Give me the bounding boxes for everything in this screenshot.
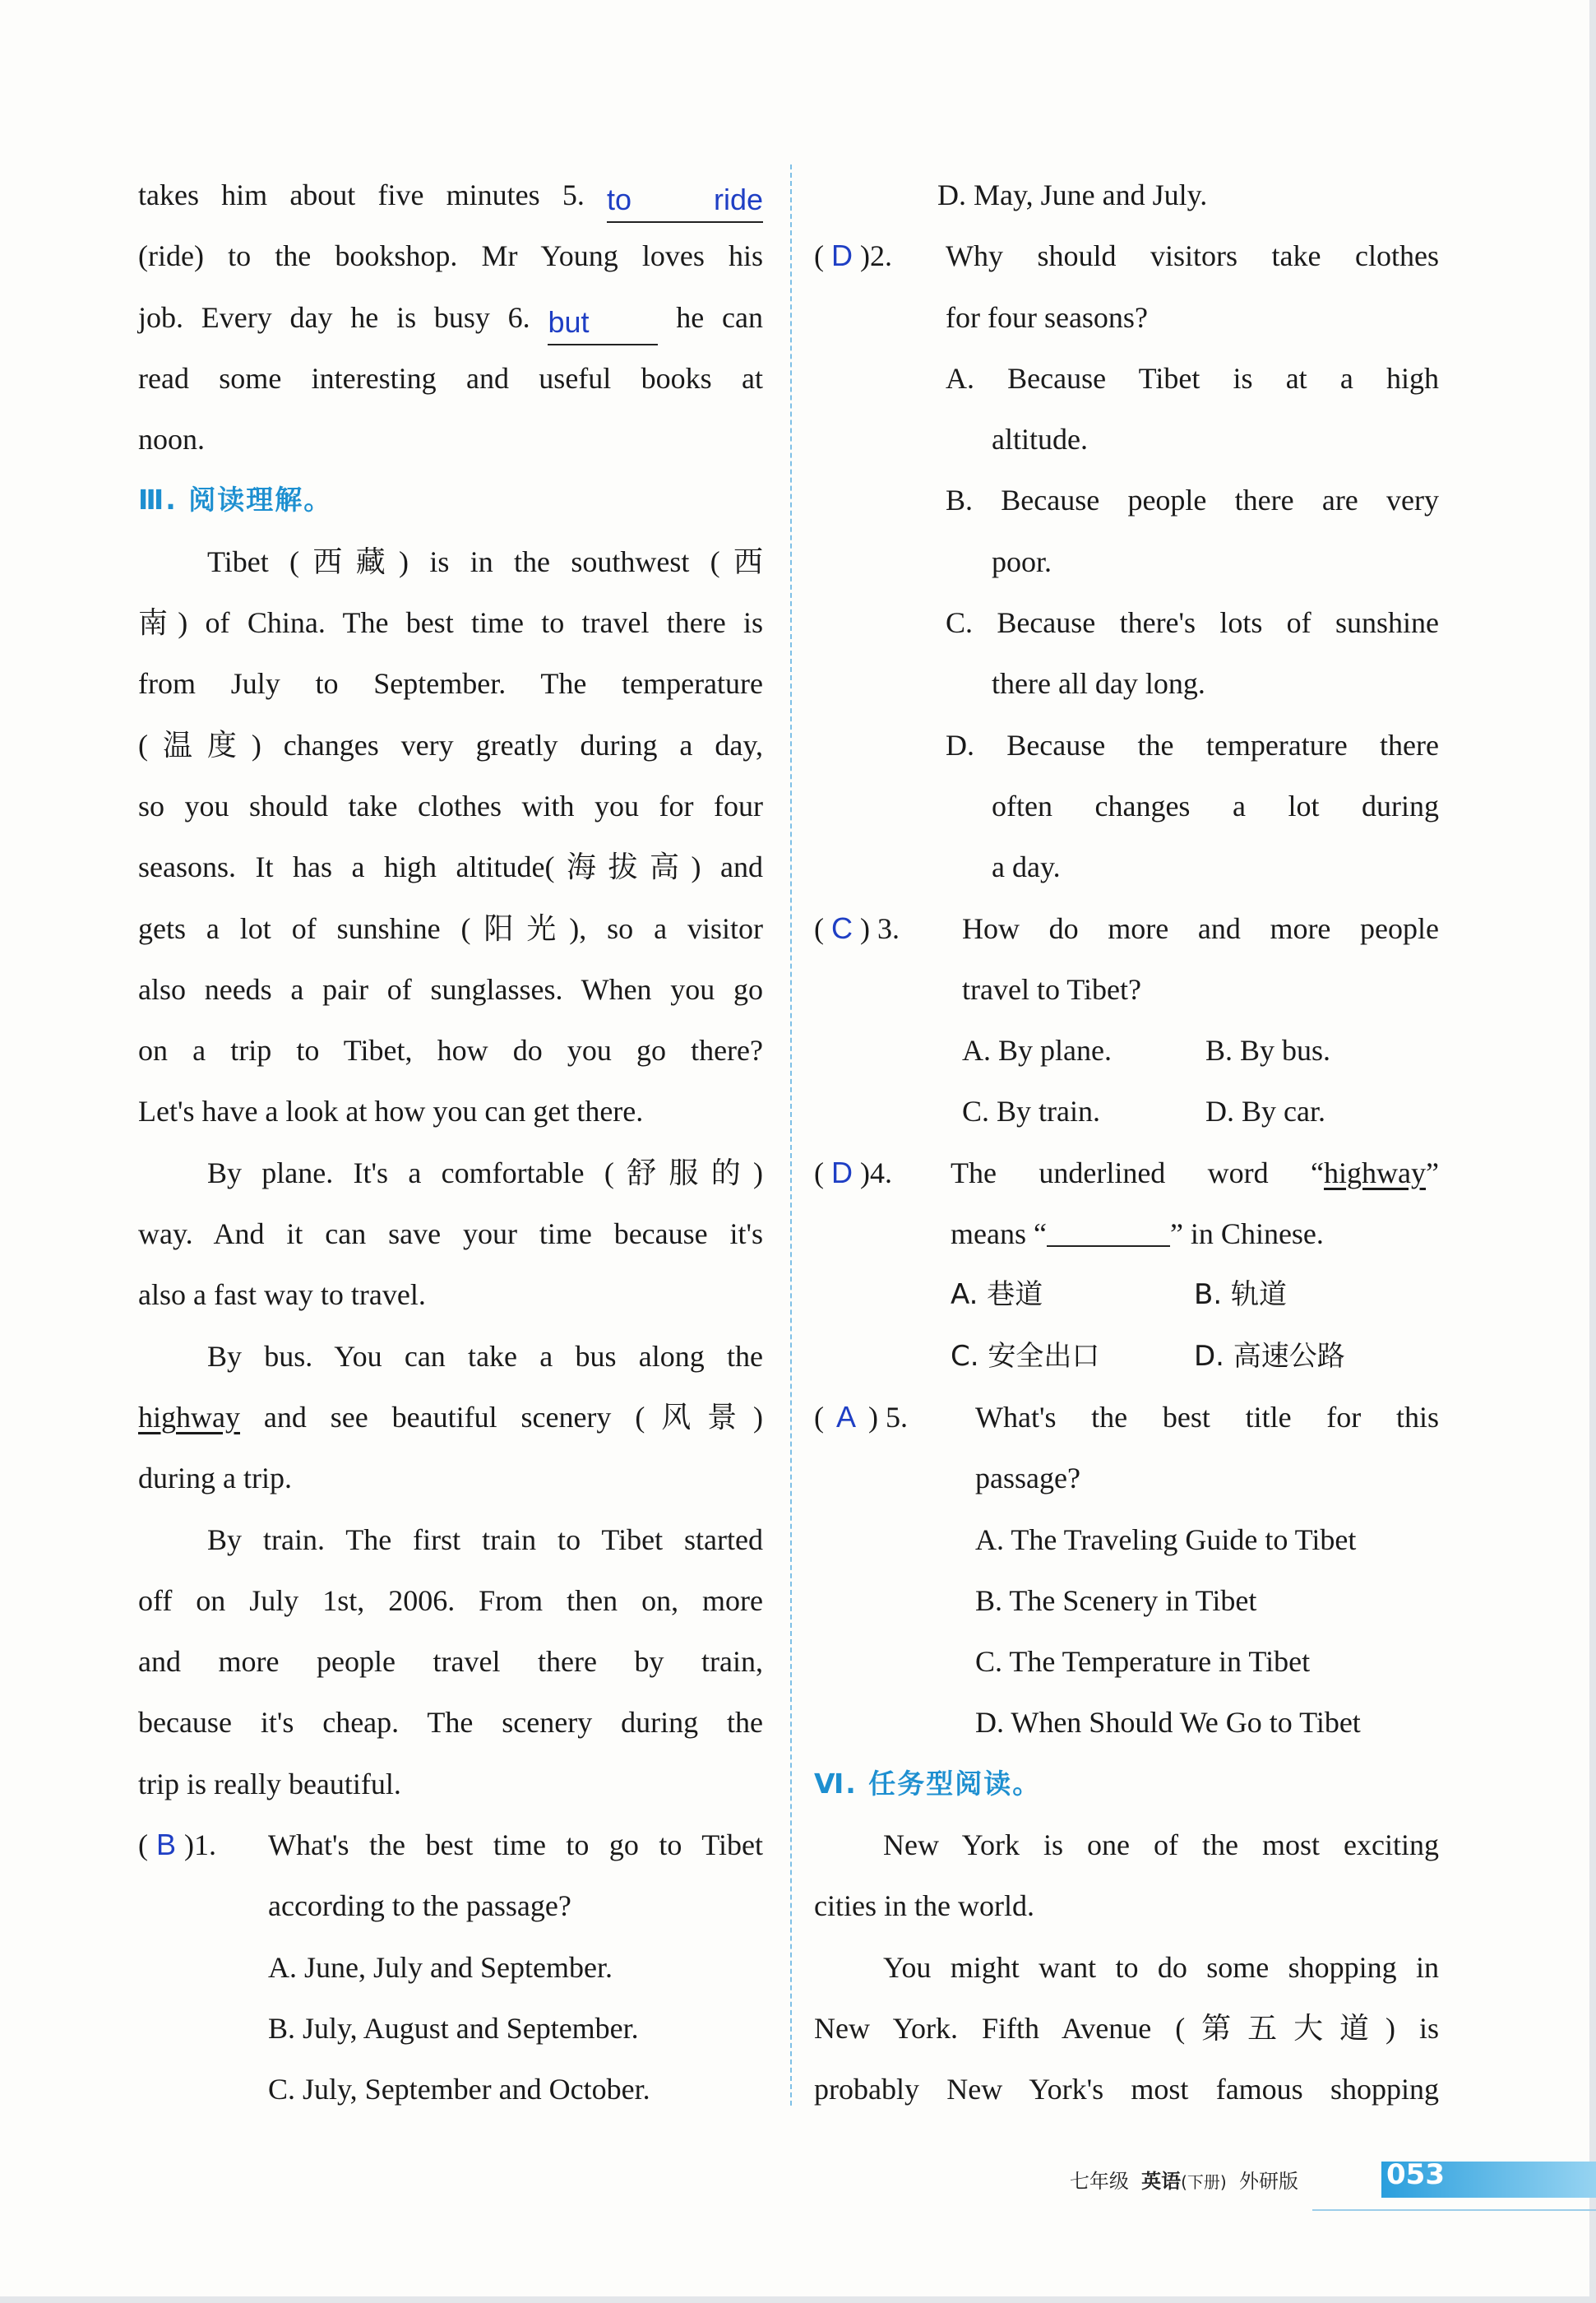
page-edge-bottom (0, 2296, 1596, 2303)
answer-mark-q1: B (155, 1828, 176, 1862)
question-4 (814, 1142, 1439, 1387)
question-number: ( D )2. (814, 225, 892, 286)
passage-paragraph-3 (138, 1326, 763, 1509)
ny-paragraph-1 (814, 1814, 1439, 1937)
passage-line: from July to September. The temperature (138, 667, 763, 701)
passage-line: also a fast way to travel. (138, 1278, 426, 1312)
option-line: D. Because the temperature there (946, 728, 1439, 762)
option-a: A. 巷道 (951, 1278, 1043, 1312)
passage-paragraph-4 (138, 1509, 763, 1814)
question-1 (138, 1814, 763, 2120)
ny-paragraph-2 (814, 1937, 1439, 2120)
option-b: B. 轨道 (1194, 1278, 1287, 1312)
option-d (946, 715, 1439, 898)
option-row (951, 1264, 1439, 1325)
question-stem-line: How do more and more people (962, 911, 1439, 945)
option-row (962, 1081, 1439, 1142)
option-b: B. The Scenery in Tibet (975, 1583, 1257, 1617)
left-column (138, 164, 763, 2120)
passage-line: By train. The first train to Tibet started (207, 1522, 763, 1556)
passage-line: New York. Fifth Avenue (第五大道) is (814, 2011, 1439, 2045)
passage-paragraph-1 (138, 531, 763, 1142)
question-stem-line: travel to Tibet? (962, 972, 1141, 1006)
option-line: A. Because Tibet is at a high (946, 361, 1439, 395)
option-line: there all day long. (992, 667, 1205, 701)
passage-text: and see beautiful scenery (风景) (239, 1400, 763, 1434)
footer-rule (1312, 2209, 1596, 2211)
section-title-reading: Ⅲ. 阅读理解。 (138, 484, 333, 517)
option-d: D. When Should We Go to Tibet (975, 1706, 1361, 1740)
option-c: C. July, September and October. (268, 2073, 650, 2106)
option-line: often changes a lot during (992, 789, 1439, 822)
passage-line: cities in the world. (814, 1889, 1034, 1923)
passage-line: on a trip to Tibet, how do you go there? (138, 1034, 763, 1068)
question-number: ( B )1. (138, 1814, 216, 1875)
question-stem-line: What's the best time to go to Tibet (268, 1828, 763, 1862)
option-d: D. By car. (1205, 1095, 1325, 1128)
passage-line: probably New York's most famous shopping (814, 2073, 1439, 2106)
cloze-line: read some interesting and useful books at (138, 361, 763, 395)
cloze-line (138, 164, 763, 225)
passage-line (138, 1387, 763, 1448)
passage-line: gets a lot of sunshine (阳光), so a visitor (138, 911, 763, 945)
passage-line: seasons. It has a high altitude(海拔高) and (138, 850, 763, 884)
column-divider (790, 164, 792, 2106)
right-column (814, 164, 1439, 2120)
edition-label: 外研版 (1239, 2170, 1298, 2193)
underlined-word-highway: highway (1324, 1156, 1427, 1189)
stem-text: means “ (951, 1217, 1047, 1251)
passage-line: also needs a pair of sunglasses. When you go (138, 972, 763, 1006)
option-c (946, 592, 1439, 715)
option-a: A. June, July and September. (268, 1950, 613, 1984)
stem-text: ” (1426, 1156, 1439, 1189)
page-edge-right (1589, 0, 1596, 2303)
cloze-line: (ride) to the bookshop. Mr Young loves his (138, 239, 763, 273)
subject-label: 英语 (1141, 2170, 1182, 2193)
passage-line: way. And it can save your time because it's (138, 1217, 763, 1251)
grade-label: 七年级 (1069, 2170, 1129, 2193)
question-index: )2. (860, 239, 892, 273)
cloze-text: job. Every day he is busy 6. (138, 300, 548, 334)
question-number: ( D )4. (814, 1142, 892, 1203)
question-number: ( A ) 5. (814, 1387, 908, 1448)
option-c: C. The Temperature in Tibet (975, 1645, 1311, 1679)
answer-blank-6: but (548, 306, 658, 345)
option-b (946, 470, 1439, 592)
cloze-text: he can (658, 300, 764, 334)
passage-line: so you should take clothes with you for four (138, 789, 763, 822)
passage-line: off on July 1st, 2006. From then on, more (138, 1583, 763, 1617)
answer-blank-5: to ride (607, 183, 763, 223)
option-d: D. 高速公路 (1194, 1339, 1345, 1373)
passage-line: New York is one of the most exciting (883, 1828, 1439, 1862)
option-line: C. Because there's lots of sunshine (946, 606, 1439, 640)
answer-mark-q4: D (831, 1155, 853, 1189)
option-line: B. Because people there are very (946, 484, 1439, 517)
cloze-line (138, 287, 763, 348)
question-stem-line: according to the passage? (268, 1889, 571, 1923)
cloze-line: noon. (138, 423, 205, 456)
question-5 (814, 1387, 1439, 1754)
passage-line: because it's cheap. The scenery during the (138, 1706, 763, 1740)
section-title-task-reading: Ⅵ. 任务型阅读。 (814, 1767, 1042, 1800)
option-row (951, 1326, 1439, 1387)
passage-paragraph-2 (138, 1142, 763, 1326)
answer-mark-q3: C (831, 911, 853, 945)
cloze-text: takes him about five minutes 5. (138, 178, 607, 211)
question-index: )4. (860, 1156, 892, 1189)
question-stem-line (951, 1142, 1439, 1203)
passage-line: Let's have a look at how you can get there. (138, 1095, 644, 1128)
answer-mark-q5: A (835, 1399, 856, 1434)
question-index: ) 3. (860, 911, 900, 945)
option-d: D. May, June and July. (937, 178, 1208, 211)
question-stem-line (951, 1203, 1439, 1264)
stem-text: ” in Chinese. (1169, 1217, 1324, 1251)
question-number: ( C ) 3. (814, 898, 900, 959)
stem-text: The underlined word “ (951, 1156, 1325, 1189)
option-line: a day. (992, 850, 1061, 884)
question-3 (814, 898, 1439, 1142)
passage-line: and more people travel there by train, (138, 1645, 763, 1679)
answer-mark-q2: D (831, 239, 853, 273)
passage-line: (温度) changes very greatly during a day, (138, 728, 763, 762)
question-stem-line: Why should visitors take clothes (946, 239, 1439, 273)
option-line: poor. (992, 544, 1052, 578)
option-c: C. 安全出口 (951, 1339, 1100, 1373)
option-row (962, 1020, 1439, 1081)
page-number: 053 (1386, 2158, 1445, 2191)
passage-line: Tibet (西藏) is in the southwest (西 (207, 544, 763, 578)
question-index: )1. (184, 1828, 216, 1862)
passage-line: By bus. You can take a bus along the (207, 1339, 763, 1373)
passage-line: 南) of China. The best time to travel there is (138, 606, 763, 640)
volume-label: (下册) (1181, 2172, 1227, 2192)
question-stem-line: passage? (975, 1462, 1080, 1495)
option-a: A. By plane. (962, 1034, 1112, 1068)
option-line: altitude. (992, 423, 1088, 456)
passage-line: By plane. It's a comfortable (舒服的) (207, 1156, 763, 1189)
option-b: B. July, August and September. (268, 2011, 639, 2045)
option-b: B. By bus. (1205, 1034, 1331, 1068)
empty-blank (1047, 1217, 1170, 1247)
question-stem-line: What's the best title for this (975, 1400, 1439, 1434)
option-c: C. By train. (962, 1095, 1100, 1128)
option-a: A. The Traveling Guide to Tibet (975, 1522, 1357, 1556)
passage-line: during a trip. (138, 1462, 292, 1495)
option-a (946, 348, 1439, 470)
question-2 (814, 225, 1439, 897)
question-stem-line: for four seasons? (946, 300, 1148, 334)
book-info (1070, 2165, 1298, 2194)
passage-line: trip is really beautiful. (138, 1767, 401, 1800)
question-index: ) 5. (868, 1400, 908, 1434)
passage-line: You might want to do some shopping in (883, 1950, 1439, 1984)
page-footer (1069, 2157, 1596, 2203)
underlined-word-highway: highway (138, 1400, 240, 1434)
